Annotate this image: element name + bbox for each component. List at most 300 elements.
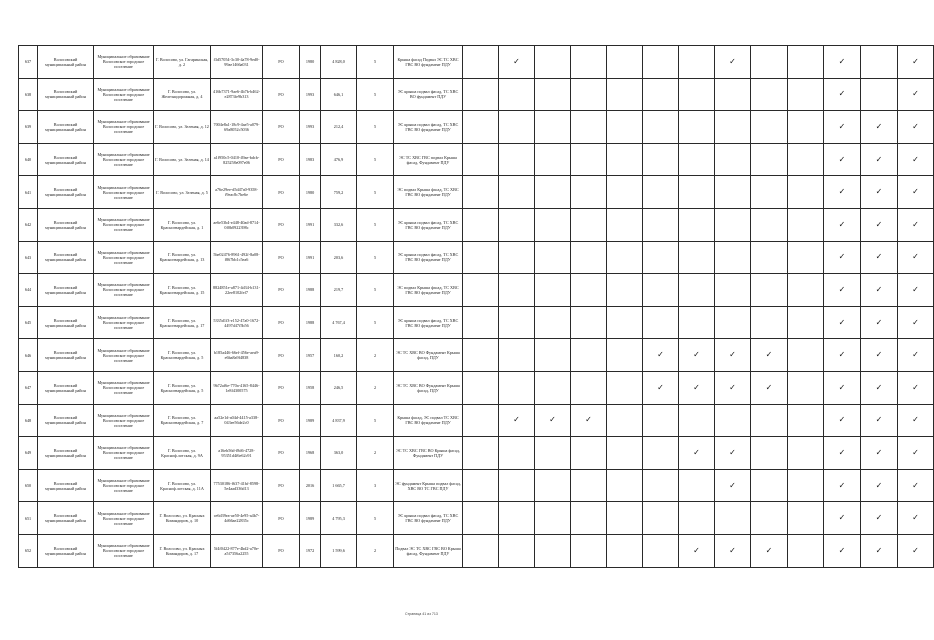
check-cell	[643, 502, 679, 535]
check-mark-icon: ✓	[875, 513, 883, 523]
address-cell: Г. Волосово, ул. Красногвардейская, д. 17	[154, 306, 211, 339]
area-cell: 4 828,0	[321, 46, 357, 79]
check-cell	[643, 404, 679, 437]
check-cell	[607, 241, 643, 274]
check-cell	[571, 176, 607, 209]
program-cell: РО	[263, 339, 300, 372]
program-cell: РО	[263, 371, 300, 404]
registry-table	[18, 45, 934, 568]
district-cell: Волосовский муниципальный район	[38, 46, 94, 79]
year-cell: 1972	[300, 534, 321, 567]
year-cell: 1958	[300, 371, 321, 404]
check-cell	[715, 143, 751, 176]
check-cell	[463, 469, 499, 502]
check-cell	[898, 143, 934, 176]
check-cell	[499, 404, 535, 437]
check-cell	[679, 208, 715, 241]
municipality-cell: Муниципальное образование Волосовское городское поселение	[94, 111, 154, 144]
check-mark-icon: ✓	[513, 56, 520, 66]
check-mark-icon: ✓	[912, 545, 919, 555]
check-mark-icon: ✓	[912, 513, 919, 523]
check-cell	[898, 274, 934, 307]
table-row	[19, 371, 934, 404]
check-cell	[535, 78, 571, 111]
check-cell	[898, 534, 934, 567]
fias-code-cell: 7004e8a1-18c9-4ae5-a079-69a8052c5036	[211, 111, 263, 144]
municipality-cell: Муниципальное образование Волосовское городское поселение	[94, 274, 154, 307]
check-mark-icon: ✓	[657, 382, 664, 392]
check-mark-icon: ✓	[912, 89, 919, 99]
fias-code-cell: 5335d1f3-e152-47a0-1672-4497d47f5b56	[211, 306, 263, 339]
check-cell	[751, 78, 788, 111]
address-cell: Г. Волосово, ул. Красногвардейская, д. 1	[154, 208, 211, 241]
check-mark-icon: ✓	[549, 415, 556, 425]
check-mark-icon: ✓	[838, 154, 846, 164]
area-cell: 203,6	[321, 241, 357, 274]
area-cell: 4 767,4	[321, 306, 357, 339]
program-cell: РО	[263, 241, 300, 274]
check-cell	[571, 143, 607, 176]
address-cell: Г. Волосово, ул. Зеленая, д. 14	[154, 143, 211, 176]
check-cell	[571, 404, 607, 437]
fias-code-cell: ae6e53b4-e448-40ad-8714-0f0b0922398c	[211, 208, 263, 241]
municipality-cell: Муниципальное образование Волосовское городское поселение	[94, 371, 154, 404]
check-cell	[571, 111, 607, 144]
floors-cell: 2	[357, 437, 394, 470]
check-cell	[535, 46, 571, 79]
floors-cell: 2	[357, 534, 394, 567]
check-cell	[499, 208, 535, 241]
area-cell: 646,1	[321, 78, 357, 111]
check-cell	[679, 339, 715, 372]
check-cell	[788, 274, 824, 307]
check-cell	[499, 78, 535, 111]
check-cell	[824, 274, 861, 307]
check-cell	[643, 339, 679, 372]
works-cell: ЭС фундамент Крыша подвал фасад, ХВС ВО ТС ГВС ПДУ	[394, 469, 463, 502]
district-cell: Волосовский муниципальный район	[38, 274, 94, 307]
check-cell	[715, 208, 751, 241]
check-mark-icon: ✓	[912, 121, 919, 131]
check-cell	[463, 437, 499, 470]
check-mark-icon: ✓	[912, 154, 919, 164]
check-cell	[861, 208, 898, 241]
check-cell	[643, 46, 679, 79]
row-number: 645	[19, 306, 38, 339]
check-mark-icon: ✓	[838, 545, 846, 555]
district-cell: Волосовский муниципальный район	[38, 437, 94, 470]
check-mark-icon: ✓	[838, 284, 846, 294]
area-cell: 212,4	[321, 111, 357, 144]
check-cell	[788, 78, 824, 111]
fias-code-cell: 416b7371-9ae6-4b7b-b462-e2873fe9b313	[211, 78, 263, 111]
check-cell	[824, 111, 861, 144]
row-number: 641	[19, 176, 38, 209]
works-cell: ЭС крыша подвал фасад, ТС ХВС ГВС ВО фундамент ПДУ	[394, 111, 463, 144]
program-cell: РО	[263, 404, 300, 437]
check-cell	[788, 502, 824, 535]
fias-code-cell: 5f4f0422-877e-4bd2-a70e-a5f7356a2255	[211, 534, 263, 567]
check-cell	[824, 404, 861, 437]
check-cell	[607, 306, 643, 339]
check-cell	[571, 339, 607, 372]
check-mark-icon: ✓	[875, 382, 883, 392]
check-cell	[715, 46, 751, 79]
check-cell	[463, 274, 499, 307]
check-cell	[861, 437, 898, 470]
district-cell: Волосовский муниципальный район	[38, 111, 94, 144]
check-mark-icon: ✓	[838, 252, 846, 262]
check-cell	[788, 208, 824, 241]
check-mark-icon: ✓	[912, 219, 919, 229]
floors-cell: 5	[357, 274, 394, 307]
check-cell	[463, 143, 499, 176]
check-cell	[824, 371, 861, 404]
check-mark-icon: ✓	[693, 350, 700, 360]
works-cell: Подвал ЭС ТС ХВС ГВС ВО Крыша фасад, Фундамент ПДУ	[394, 534, 463, 567]
check-cell	[607, 111, 643, 144]
program-cell: РО	[263, 534, 300, 567]
check-cell	[499, 339, 535, 372]
check-cell	[824, 339, 861, 372]
check-cell	[535, 404, 571, 437]
check-mark-icon: ✓	[729, 480, 736, 490]
table-row	[19, 339, 934, 372]
check-cell	[643, 208, 679, 241]
check-cell	[607, 78, 643, 111]
check-mark-icon: ✓	[693, 545, 700, 555]
check-cell	[898, 371, 934, 404]
district-cell: Волосовский муниципальный район	[38, 469, 94, 502]
check-cell	[643, 469, 679, 502]
fias-code-cell: 77530186-f637-41bf-8598-5e4aad336d13	[211, 469, 263, 502]
check-cell	[679, 78, 715, 111]
check-cell	[679, 534, 715, 567]
floors-cell: 5	[357, 241, 394, 274]
address-cell: Г. Волосово, ул. Красных Командиров, д. 17	[154, 534, 211, 567]
check-cell	[861, 404, 898, 437]
check-mark-icon: ✓	[875, 447, 883, 457]
check-mark-icon: ✓	[838, 219, 846, 229]
check-cell	[824, 46, 861, 79]
check-mark-icon: ✓	[912, 56, 919, 66]
check-cell	[751, 176, 788, 209]
program-cell: РО	[263, 274, 300, 307]
check-cell	[824, 437, 861, 470]
check-cell	[861, 469, 898, 502]
area-cell: 363,0	[321, 437, 357, 470]
check-cell	[607, 469, 643, 502]
row-number: 643	[19, 241, 38, 274]
check-cell	[824, 208, 861, 241]
row-number: 649	[19, 437, 38, 470]
check-cell	[463, 534, 499, 567]
check-cell	[824, 176, 861, 209]
check-cell	[679, 306, 715, 339]
check-cell	[535, 241, 571, 274]
table-row	[19, 111, 934, 144]
check-mark-icon: ✓	[765, 545, 773, 555]
check-cell	[898, 502, 934, 535]
check-cell	[607, 339, 643, 372]
table-row	[19, 437, 934, 470]
check-cell	[679, 46, 715, 79]
area-cell: 160,2	[321, 339, 357, 372]
check-cell	[535, 534, 571, 567]
works-cell: ЭС ТС ХВС ГВС подвал Крыша фасад, Фундамент ПДУ	[394, 143, 463, 176]
district-cell: Волосовский муниципальный район	[38, 371, 94, 404]
check-cell	[535, 502, 571, 535]
check-mark-icon: ✓	[875, 545, 883, 555]
check-cell	[751, 371, 788, 404]
year-cell: 1993	[300, 111, 321, 144]
check-cell	[535, 208, 571, 241]
check-cell	[788, 469, 824, 502]
district-cell: Волосовский муниципальный район	[38, 534, 94, 567]
table-row	[19, 274, 934, 307]
area-cell: 759,2	[321, 176, 357, 209]
check-cell	[898, 176, 934, 209]
table-row	[19, 46, 934, 79]
check-cell	[751, 502, 788, 535]
district-cell: Волосовский муниципальный район	[38, 306, 94, 339]
year-cell: 1988	[300, 274, 321, 307]
program-cell: РО	[263, 469, 300, 502]
check-mark-icon: ✓	[875, 219, 883, 229]
check-cell	[535, 371, 571, 404]
year-cell: 1993	[300, 78, 321, 111]
floors-cell: 3	[357, 469, 394, 502]
check-cell	[715, 371, 751, 404]
check-mark-icon: ✓	[838, 447, 846, 457]
area-cell: 476,9	[321, 143, 357, 176]
works-cell: ЭС подвал Крыша фасад, ТС ХВС ГВС ВО фундамент ПДУ	[394, 176, 463, 209]
year-cell: 1988	[300, 306, 321, 339]
check-cell	[788, 404, 824, 437]
row-number: 637	[19, 46, 38, 79]
check-cell	[643, 371, 679, 404]
fias-code-cell: a16eb56d-f8d6-4728-95351d4f6e62c91	[211, 437, 263, 470]
check-cell	[607, 176, 643, 209]
works-cell: ЭС крыша подвал фасад, ТС ХВС ГВС ВО фундамент ПДУ	[394, 502, 463, 535]
check-cell	[788, 371, 824, 404]
check-mark-icon: ✓	[585, 415, 592, 425]
check-cell	[715, 111, 751, 144]
floors-cell: 2	[357, 339, 394, 372]
check-cell	[535, 437, 571, 470]
check-mark-icon: ✓	[729, 447, 736, 457]
row-number: 639	[19, 111, 38, 144]
area-cell: 1 665,7	[321, 469, 357, 502]
area-cell: 1 599,6	[321, 534, 357, 567]
check-cell	[607, 46, 643, 79]
year-cell: 1989	[300, 404, 321, 437]
row-number: 638	[19, 78, 38, 111]
check-cell	[898, 404, 934, 437]
check-mark-icon: ✓	[693, 447, 700, 457]
check-mark-icon: ✓	[875, 317, 883, 327]
area-cell: 4 837,9	[321, 404, 357, 437]
check-cell	[824, 306, 861, 339]
program-cell: РО	[263, 143, 300, 176]
check-cell	[751, 274, 788, 307]
check-cell	[679, 143, 715, 176]
check-cell	[898, 306, 934, 339]
check-cell	[898, 469, 934, 502]
municipality-cell: Муниципальное образование Волосовское городское поселение	[94, 78, 154, 111]
row-number: 647	[19, 371, 38, 404]
check-cell	[788, 306, 824, 339]
check-cell	[499, 502, 535, 535]
municipality-cell: Муниципальное образование Волосовское городское поселение	[94, 404, 154, 437]
check-mark-icon: ✓	[838, 89, 846, 99]
address-cell: Г. Волосово, ул. Зеленая, д. 12	[154, 111, 211, 144]
check-cell	[751, 111, 788, 144]
check-cell	[861, 46, 898, 79]
table-row	[19, 143, 934, 176]
check-cell	[751, 143, 788, 176]
check-cell	[715, 176, 751, 209]
check-mark-icon: ✓	[838, 480, 846, 490]
check-mark-icon: ✓	[875, 121, 883, 131]
works-cell: ЭС крыша подвал фасад, ТС ХВС ГВС ВО фундамент ПДУ	[394, 241, 463, 274]
check-cell	[679, 241, 715, 274]
check-cell	[571, 241, 607, 274]
row-number: 648	[19, 404, 38, 437]
check-cell	[643, 111, 679, 144]
check-cell	[861, 274, 898, 307]
check-cell	[751, 404, 788, 437]
check-cell	[861, 78, 898, 111]
municipality-cell: Муниципальное образование Волосовское городское поселение	[94, 176, 154, 209]
program-cell: РО	[263, 46, 300, 79]
check-cell	[571, 371, 607, 404]
check-cell	[607, 143, 643, 176]
check-cell	[788, 241, 824, 274]
check-cell	[679, 371, 715, 404]
check-cell	[751, 469, 788, 502]
check-cell	[824, 502, 861, 535]
check-mark-icon: ✓	[912, 382, 919, 392]
year-cell: 1980	[300, 176, 321, 209]
check-cell	[751, 241, 788, 274]
address-cell: Г. Волосово, ул. Красногвардейская, д. 5	[154, 371, 211, 404]
table-row	[19, 78, 934, 111]
check-cell	[679, 274, 715, 307]
check-cell	[643, 241, 679, 274]
check-cell	[607, 208, 643, 241]
check-cell	[861, 241, 898, 274]
floors-cell: 5	[357, 111, 394, 144]
check-cell	[463, 208, 499, 241]
check-mark-icon: ✓	[875, 154, 883, 164]
check-cell	[898, 78, 934, 111]
address-cell: Г. Волосово, ул. Красногвардейская, д. 13	[154, 241, 211, 274]
fias-code-cell: b185a446-66ef-456e-aea9-e6ba8a9f4838	[211, 339, 263, 372]
table-row	[19, 534, 934, 567]
check-mark-icon: ✓	[513, 415, 520, 425]
check-cell	[463, 502, 499, 535]
check-cell	[571, 534, 607, 567]
check-mark-icon: ✓	[912, 187, 919, 197]
district-cell: Волосовский муниципальный район	[38, 502, 94, 535]
fias-code-cell: a76e29ee-d5d47a0-9358-f9eac8c7be6e	[211, 176, 263, 209]
check-mark-icon: ✓	[729, 545, 736, 555]
check-cell	[788, 46, 824, 79]
municipality-cell: Муниципальное образование Волосовское городское поселение	[94, 241, 154, 274]
check-cell	[715, 241, 751, 274]
check-cell	[607, 404, 643, 437]
program-cell: РО	[263, 111, 300, 144]
fias-code-cell: 8824851e-a871-4d34-b131-22ee8102fef7	[211, 274, 263, 307]
check-mark-icon: ✓	[912, 447, 919, 457]
works-cell: Крыша фасад Подвал ЭС ТС ХВС ГВС ВО фундамент ПДУ	[394, 46, 463, 79]
floors-cell: 2	[357, 371, 394, 404]
program-cell: РО	[263, 306, 300, 339]
district-cell: Волосовский муниципальный район	[38, 339, 94, 372]
address-cell: Г. Волосово, ул. Зеленая, д. 5	[154, 176, 211, 209]
check-cell	[643, 143, 679, 176]
check-cell	[788, 143, 824, 176]
works-cell: ЭС ТС ХВС ВО Фундамент Крыша фасад, ПДУ	[394, 371, 463, 404]
check-cell	[751, 306, 788, 339]
check-cell	[824, 241, 861, 274]
check-mark-icon: ✓	[875, 480, 883, 490]
check-mark-icon: ✓	[912, 284, 919, 294]
check-cell	[535, 111, 571, 144]
check-cell	[535, 339, 571, 372]
check-mark-icon: ✓	[657, 350, 664, 360]
check-cell	[499, 437, 535, 470]
floors-cell: 5	[357, 176, 394, 209]
table-row	[19, 241, 934, 274]
district-cell: Волосовский муниципальный район	[38, 78, 94, 111]
table-row	[19, 404, 934, 437]
check-cell	[898, 339, 934, 372]
works-cell: Крыша фасад, ЭС подвал ТС ХВС ГВС ВО фундамент ПДУ	[394, 404, 463, 437]
row-number: 650	[19, 469, 38, 502]
check-cell	[499, 371, 535, 404]
year-cell: 1983	[300, 143, 321, 176]
fias-code-cell: 5be02476-8961-492f-8a08-f867bb1c5ea6	[211, 241, 263, 274]
check-mark-icon: ✓	[875, 284, 883, 294]
table-row	[19, 208, 934, 241]
check-cell	[535, 469, 571, 502]
page-footer: Страница 41 из 713	[405, 612, 438, 616]
check-cell	[861, 176, 898, 209]
address-cell: Г. Волосово, ул. Красногвардейская, д. 5	[154, 339, 211, 372]
check-cell	[861, 143, 898, 176]
check-cell	[715, 502, 751, 535]
check-cell	[571, 502, 607, 535]
check-mark-icon: ✓	[838, 415, 846, 425]
floors-cell: 5	[357, 46, 394, 79]
check-mark-icon: ✓	[838, 382, 846, 392]
check-mark-icon: ✓	[838, 513, 846, 523]
check-cell	[679, 404, 715, 437]
row-number: 642	[19, 208, 38, 241]
check-mark-icon: ✓	[875, 415, 883, 425]
municipality-cell: Муниципальное образование Волосовское городское поселение	[94, 469, 154, 502]
district-cell: Волосовский муниципальный район	[38, 208, 94, 241]
check-cell	[788, 437, 824, 470]
check-cell	[571, 208, 607, 241]
check-cell	[499, 241, 535, 274]
check-cell	[607, 371, 643, 404]
check-cell	[715, 534, 751, 567]
area-cell: 332,6	[321, 208, 357, 241]
check-cell	[643, 78, 679, 111]
